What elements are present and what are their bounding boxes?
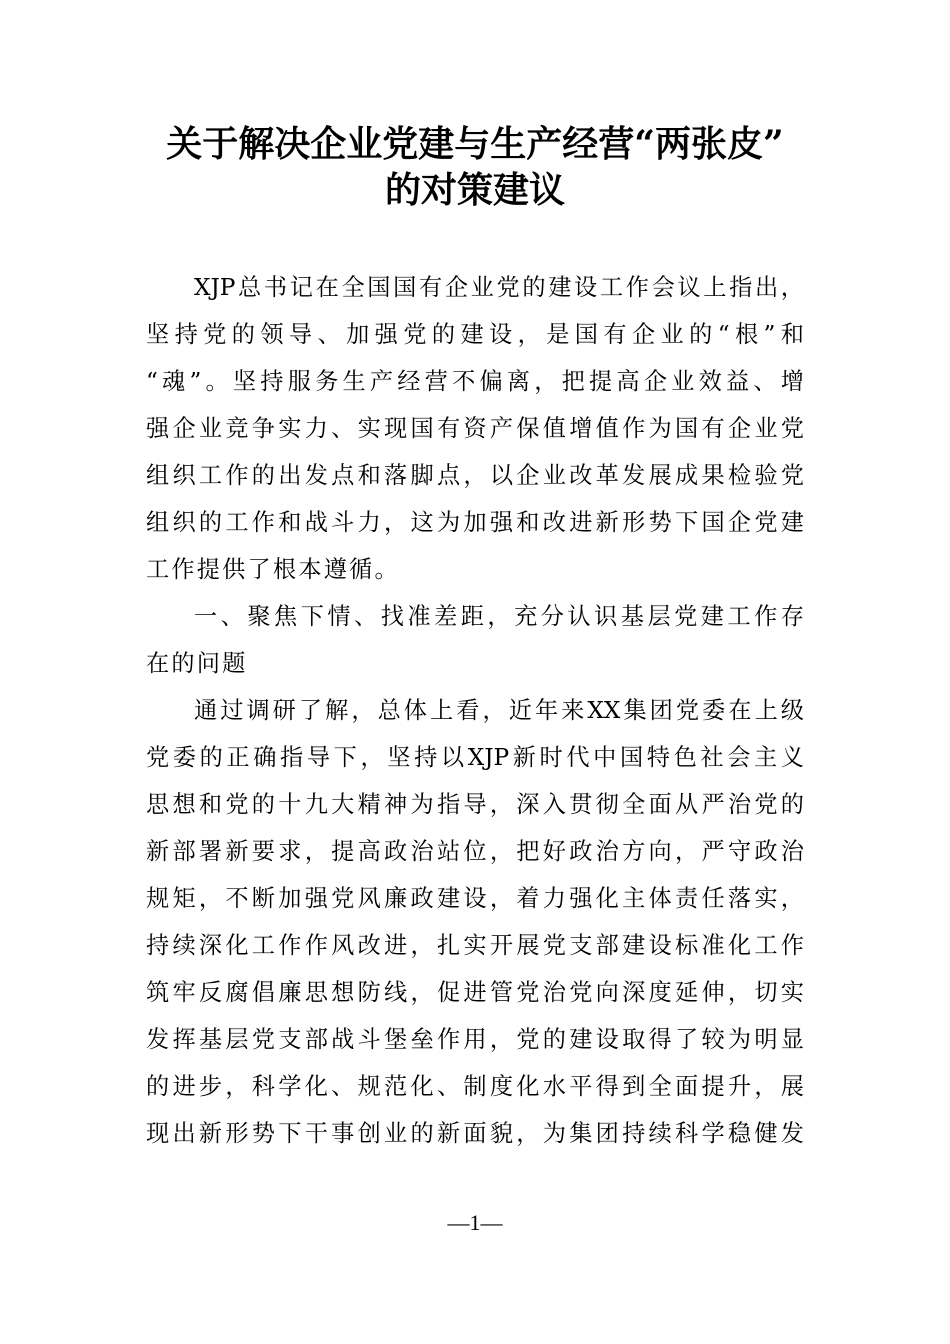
body-text-line: 现出新形势下干事创业的新面貌，为集团持续科学稳健发: [146, 1120, 804, 1147]
body-text-line: 组织工作的出发点和落脚点，以企业改革发展成果检验党: [146, 462, 804, 489]
body-text-line: 党委的正确指导下，坚持以XJP新时代中国特色社会主义: [146, 744, 804, 771]
body-text-line: 通过调研了解，总体上看，近年来XX集团党委在上级: [194, 697, 804, 724]
document-title-line-2: 的对策建议: [384, 169, 565, 211]
body-text-line: 坚持党的领导、加强党的建设，是国有企业的“根”和: [146, 321, 804, 348]
body-text-line: “魂”。坚持服务生产经营不偏离，把提高企业效益、增: [146, 368, 804, 395]
document-title-line-1: 关于解决企业党建与生产经营“两张皮”: [166, 123, 784, 165]
body-text-line: 强企业竞争实力、实现国有资产保值增值作为国有企业党: [146, 415, 804, 442]
body-text-line: 的进步，科学化、规范化、制度化水平得到全面提升，展: [146, 1073, 804, 1100]
body-text-line: 发挥基层党支部战斗堡垒作用，党的建设取得了较为明显: [146, 1026, 804, 1053]
body-text-line: 思想和党的十九大精神为指导，深入贯彻全面从严治党的: [146, 791, 804, 818]
body-text-line: 规矩，不断加强党风廉政建设，着力强化主体责任落实，: [146, 885, 804, 912]
body-text-line: 组织的工作和战斗力，这为加强和改进新形势下国企党建: [146, 509, 804, 536]
body-text-line: 新部署新要求，提高政治站位，把好政治方向，严守政治: [146, 838, 804, 865]
page-number: —1—: [447, 1210, 503, 1235]
section-heading-line: 在的问题: [146, 650, 248, 677]
body-text-line: 工作提供了根本遵循。: [146, 556, 400, 583]
section-heading-line: 一、聚焦下情、找准差距，充分认识基层党建工作存: [194, 603, 804, 630]
body-text-line: 持续深化工作作风改进，扎实开展党支部建设标准化工作: [146, 932, 804, 959]
body-text-line: 筑牢反腐倡廉思想防线，促进管党治党向深度延伸，切实: [146, 979, 804, 1006]
body-text-line: XJP总书记在全国国有企业党的建设工作会议上指出，: [194, 274, 804, 301]
